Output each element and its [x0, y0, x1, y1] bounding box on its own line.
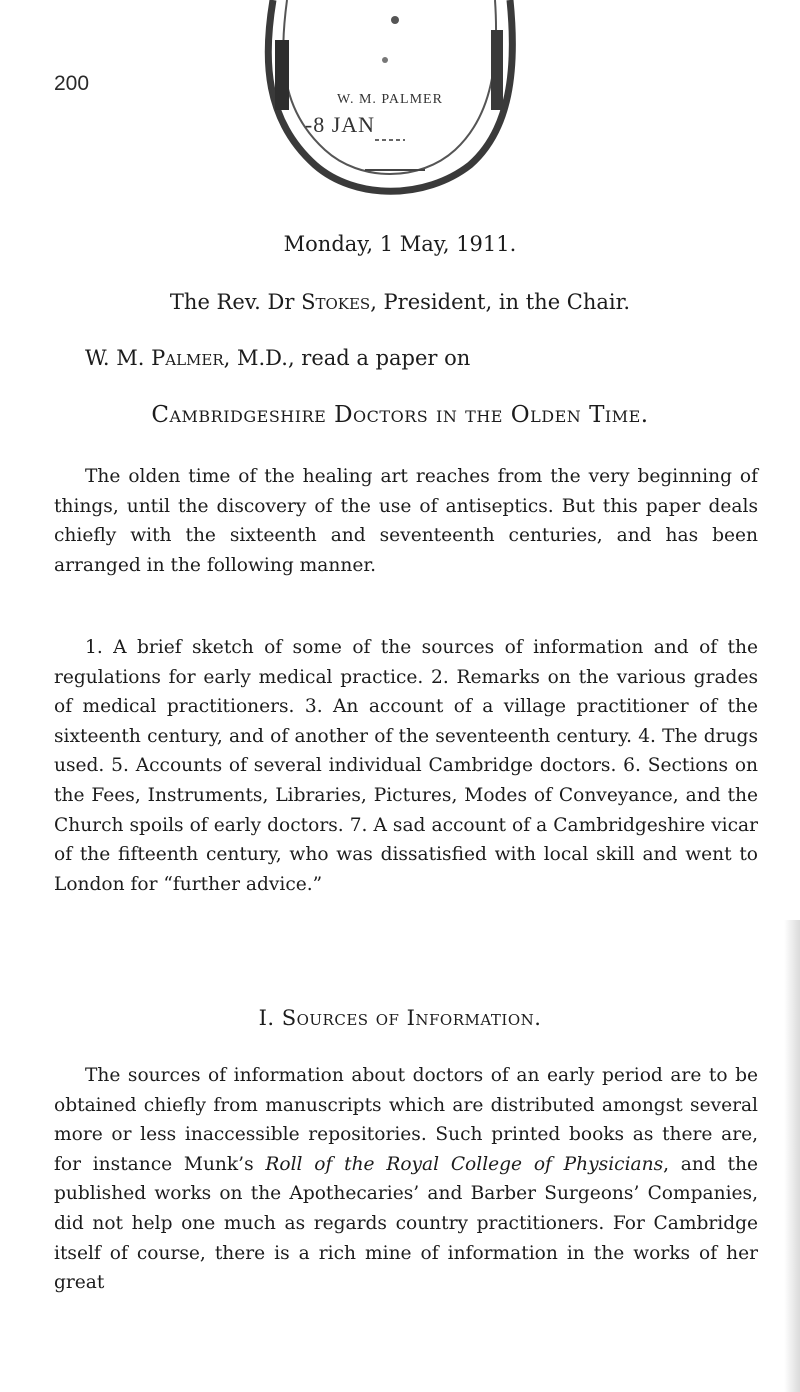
- sources-italic-title: Roll of the Royal College of Physicians: [265, 1153, 664, 1175]
- chair-line: [0, 290, 800, 314]
- page-edge-shadow: [784, 920, 800, 1392]
- outline-paragraph: 1. A brief sketch of some of the sources of information and of the regulations for early medical practice. 2. Remarks on the various grades of medical practitioners. 3. An account of a village practitioner of the sixteenth century, and of another of the seventeenth century. 4. The drugs used. 5. Accounts of several individual Cambridge doctors. 6. Sections on the Fees, Instruments, Libraries, Pictures, Modes of Conveyance, and the Church spoils of early doctors. 7. A sad account of a Cambridgeshire vicar of the fifteenth century, who was dissatisfied with local skill and went to London for “further advice.”: [54, 637, 758, 895]
- library-stamp: [255, 0, 525, 210]
- reader-line: [85, 346, 470, 370]
- reader-initials: W. M.: [85, 346, 152, 370]
- chair-name: Stokes: [301, 290, 371, 314]
- sources-text-a: The sources of information about doctors of an early period are to be obtained chiefly from manuscripts which are distributed amongst several more or less inaccessible repositories. Such printed books as there are, for instance Munk’s: [54, 1065, 758, 1175]
- section-heading: I. Sources of Information.: [258, 1006, 542, 1030]
- stamp-date: -8 JAN: [304, 112, 376, 137]
- reader-surname: Palmer: [151, 346, 224, 370]
- chair-prefix: The Rev. Dr: [169, 290, 302, 314]
- page-number: 200: [54, 72, 90, 95]
- sources-paragraph: [54, 1061, 758, 1298]
- intro-paragraph: The olden time of the healing art reaches from the very beginning of things, until the discovery of the use of antiseptics. But this paper deals chiefly with the sixteenth and seventeenth centuries, and has been arranged in the following manner.: [54, 466, 758, 576]
- sources-text-b: , and the published works on the Apothecaries’ and Barber Surgeons’ Companies, did not help one much as regards country practitioners. For Cambridge itself of course, there is a rich mine of information in the works of her great: [54, 1153, 758, 1294]
- reader-rest: , M.D., read a paper on: [223, 346, 471, 370]
- paper-title: Cambridgeshire Doctors in the Olden Time.: [151, 402, 649, 428]
- stamp-name: W. M. PALMER: [337, 92, 443, 107]
- chair-suffix: , President, in the Chair.: [370, 290, 631, 314]
- meeting-date: Monday, 1 May, 1911.: [283, 232, 517, 256]
